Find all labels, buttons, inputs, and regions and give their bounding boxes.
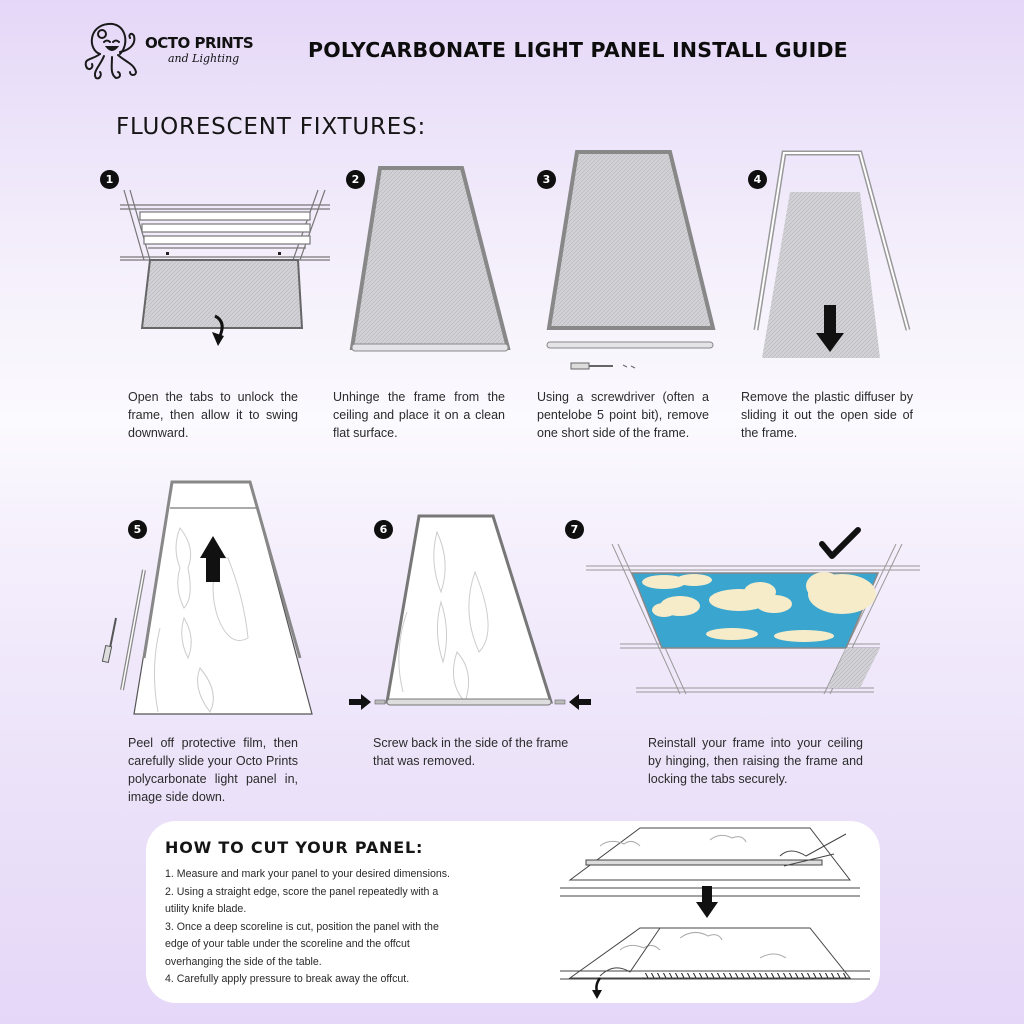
- screwdriver-icon: [102, 618, 116, 662]
- cut-step-2: 2. Using a straight edge, score the panel repeatedly with a utility knife blade.: [165, 885, 439, 915]
- section-title: FLUORESCENT FIXTURES:: [116, 114, 427, 140]
- cut-step-4: 4. Carefully apply pressure to break away the offcut.: [165, 973, 410, 985]
- step-caption-2: Unhinge the frame from the ceiling and place it on a clean flat surface.: [333, 390, 505, 440]
- step-badge-5: 5: [128, 520, 147, 539]
- brand-name: OCTO PRINTS: [145, 34, 254, 52]
- step-caption-7: Reinstall your frame into your ceiling by hinging, then raising the frame and locking the tabs securely.: [648, 736, 863, 786]
- step-caption-6: Screw back in the side of the frame that was removed.: [373, 736, 569, 768]
- step-badge-6: 6: [374, 520, 393, 539]
- octopus-icon: [80, 20, 144, 82]
- checkmark-icon: [822, 530, 858, 556]
- frame-on-flat-surface-illustration: [350, 166, 510, 356]
- step-badge-3: 3: [537, 170, 556, 189]
- brand-tagline: and Lighting: [168, 52, 240, 65]
- page-title: POLYCARBONATE LIGHT PANEL INSTALL GUIDE: [308, 38, 848, 62]
- arrow-right-icon: [349, 694, 371, 710]
- step-caption-1: Open the tabs to unlock the frame, then allow it to swing downward.: [128, 390, 298, 440]
- step-caption-5: Peel off protective film, then carefully slide your Octo Prints polycarbonate light panel in, image side down.: [128, 736, 298, 804]
- cut-guide-title: HOW TO CUT YOUR PANEL:: [165, 838, 424, 857]
- step-caption-4: Remove the plastic diffuser by sliding it out the open side of the frame.: [741, 390, 913, 440]
- screwdriver-icon: [571, 363, 635, 369]
- frame-side-removed-illustration: [545, 150, 715, 375]
- frame-side-screwed-back-illustration: [345, 512, 595, 712]
- sky-panel-installed-illustration: [584, 530, 924, 700]
- cut-guide-list: [165, 866, 465, 989]
- cut-step-1: 1. Measure and mark your panel to your desired dimensions.: [165, 868, 451, 880]
- cut-step-3: 3. Once a deep scoreline is cut, position the panel with the edge of your table under the scoreline and the offcut overhanging the side of the table.: [165, 920, 439, 968]
- panel-sliding-in-illustration: [100, 478, 320, 718]
- frame-swinging-down-illustration: [120, 190, 330, 350]
- step-badge-1: 1: [100, 170, 119, 189]
- step-badge-2: 2: [346, 170, 365, 189]
- diffuser-sliding-out-illustration: [752, 150, 912, 365]
- step-caption-3: Using a screwdriver (often a pentelobe 5 point bit), remove one short side of the frame.: [537, 390, 709, 440]
- scoring-and-breaking-panel-illustration: [560, 826, 880, 1002]
- step-badge-4: 4: [748, 170, 767, 189]
- step-badge-7: 7: [565, 520, 584, 539]
